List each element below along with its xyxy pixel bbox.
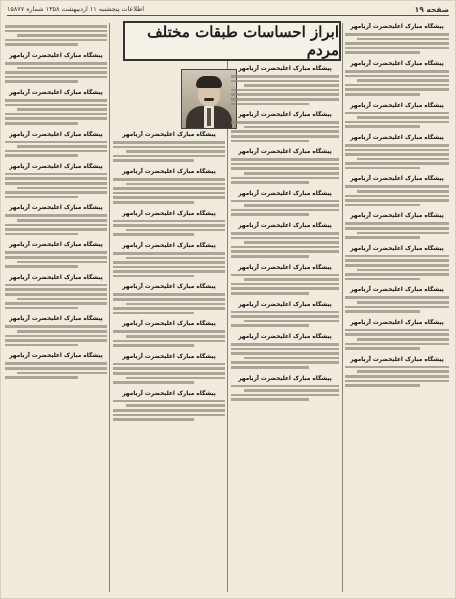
column-3 [113,131,225,592]
message-block [231,333,339,369]
message-block [231,65,339,105]
message-heading: پیشگاه مبارک اعلیحضرت آریامهر [350,245,444,252]
message-heading: پیشگاه مبارک اعلیحضرت آریامهر [9,316,103,323]
message-heading: پیشگاه مبارک اعلیحضرت آریامهر [9,274,103,281]
message-block [231,148,339,184]
message-heading: پیشگاه مبارک اعلیحضرت آریامهر [122,353,216,360]
message-heading: پیشگاه مبارک اعلیحضرت آریامهر [9,242,103,249]
message-block [113,320,225,346]
message-heading: پیشگاه مبارک اعلیحضرت آریامهر [350,213,444,220]
message-heading: پیشگاه مبارک اعلیحضرت آریامهر [122,132,216,138]
message-heading: پیشگاه مبارک اعلیحضرت آریامهر [350,60,444,67]
message-heading: پیشگاه مبارک اعلیحضرت آریامهر [122,168,216,175]
message-heading: پیشگاه مبارک اعلیحضرت آریامهر [350,102,444,109]
message-heading: پیشگاه مبارک اعلیحضرت آریامهر [9,205,103,212]
message-block [345,134,449,170]
message-heading: پیشگاه مبارک اعلیحضرت آریامهر [122,242,216,249]
headline-box [123,21,341,61]
message-block [113,210,225,236]
message-heading: پیشگاه مبارک اعلیحضرت آریامهر [350,24,444,30]
message-block [231,264,339,295]
message-heading: پیشگاه مبارک اعلیحضرت آریامهر [122,390,216,397]
message-block [345,60,449,96]
message-heading: پیشگاه مبارک اعلیحضرت آریامهر [350,356,444,363]
message-block [345,245,449,281]
message-heading: پیشگاه مبارک اعلیحضرت آریامهر [238,264,332,271]
message-block [5,241,107,267]
message-block [345,212,449,238]
message-heading: پیشگاه مبارک اعلیحضرت آریامهر [238,375,332,382]
message-block [5,52,107,83]
message-heading: پیشگاه مبارک اعلیحضرت آریامهر [122,284,216,291]
page-header [7,3,449,16]
message-heading: پیشگاه مبارک اعلیحضرت آریامهر [9,353,103,360]
message-block [231,375,339,401]
message-block [345,356,449,387]
message-heading: پیشگاه مبارک اعلیحضرت آریامهر [9,52,103,59]
column-2 [231,65,339,592]
message-block [231,190,339,216]
message-heading: پیشگاه مبارک اعلیحضرت آریامهر [238,223,332,230]
message-block [113,131,225,162]
message-heading: پیشگاه مبارک اعلیحضرت آریامهر [238,333,332,340]
message-block [113,390,225,421]
message-heading: پیشگاه مبارک اعلیحضرت آریامهر [122,321,216,328]
message-block [113,353,225,384]
message-heading: پیشگاه مبارک اعلیحضرت آریامهر [350,287,444,294]
message-heading: پیشگاه مبارک اعلیحضرت آریامهر [9,163,103,170]
message-heading: پیشگاه مبارک اعلیحضرت آریامهر [350,319,444,326]
message-heading: پیشگاه مبارک اعلیحضرت آریامهر [238,149,332,156]
portrait-photo [181,69,237,129]
message-block [345,102,449,128]
issue-info: اطلاعات پنجشنبه ۱۱ اردیبهشت ۱۳۵۸ شماره ۱۵۸۷۷ [7,5,145,13]
message-heading: پیشگاه مبارک اعلیحضرت آریامهر [350,176,444,183]
message-block [345,286,449,312]
message-heading: پیشگاه مبارک اعلیحضرت آریامهر [9,131,103,138]
message-block [5,89,107,125]
message-block [5,163,107,199]
message-block [5,352,107,378]
message-block [5,131,107,157]
message-heading: پیشگاه مبارک اعلیحضرت آریامهر [238,190,332,197]
column-rule [109,23,110,592]
message-heading: پیشگاه مبارک اعلیحضرت آریامهر [9,89,103,96]
message-block [5,274,107,310]
message-block [113,242,225,278]
message-block [5,204,107,235]
message-block [231,301,339,327]
message-heading: پیشگاه مبارک اعلیحضرت آریامهر [122,210,216,217]
column-1 [345,23,449,592]
message-block [113,283,225,314]
message-block [345,175,449,206]
message-heading: پیشگاه مبارک اعلیحضرت آریامهر [238,66,332,72]
message-block [113,168,225,204]
message-heading: پیشگاه مبارک اعلیحضرت آریامهر [238,301,332,308]
column-4 [5,23,107,592]
message-heading: پیشگاه مبارک اعلیحضرت آریامهر [238,112,332,119]
message-block [5,25,107,46]
message-block [345,319,449,350]
headline: ابراز احساسات طبقات مختلف مردم [147,23,339,59]
message-heading: پیشگاه مبارک اعلیحضرت آریامهر [350,134,444,141]
message-block [5,315,107,346]
column-rule [342,23,343,592]
message-block [231,111,339,142]
message-block [231,222,339,258]
message-block [345,23,449,54]
page-number: صفحه ۱۹ [414,4,449,14]
